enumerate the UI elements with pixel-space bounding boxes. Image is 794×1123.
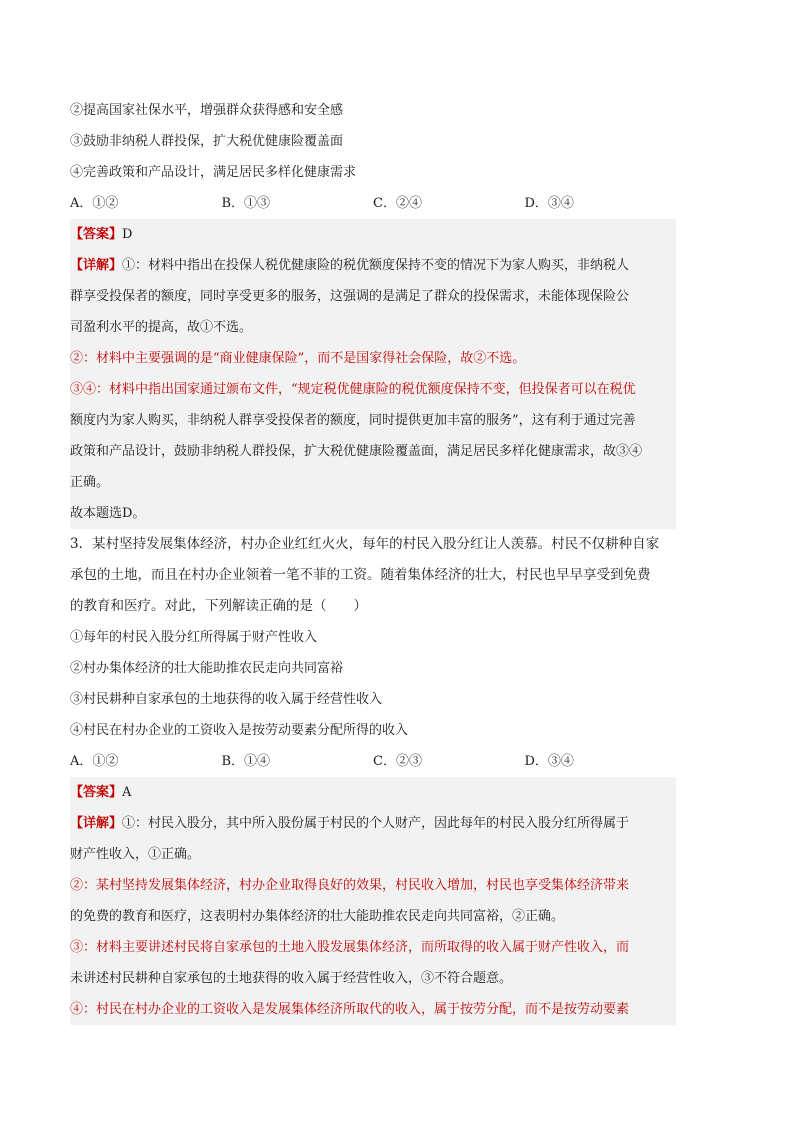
q3-detail-2: ②：某村坚持发展集体经济，村办企业取得良好的效果，村民收入增加，村民也享受集体经济带来 的免费的教育和医疗，这表明村办集体经济的壮大能助推农民走向共同富裕，②正确。 [70,878,630,924]
q2-choice-3: ③鼓励非纳税人群投保，扩大税优健康险覆盖面 [70,134,344,149]
q2-choice-2: ②提高国家社保水平，增强群众获得感和安全感 [70,103,344,118]
q2-detail-3: ③④：材料中指出国家通过颁布文件，“规定税优健康险的税优额度保持不变，但投保者可以在税优 额度内为家人购买，非纳税人群享受投保者的额度，同时提供更加丰富的服务”，这有利于通过完善 政策和产品设计，鼓励非纳税人群投保，扩大税优健康险覆盖面，满足居民多样化健康需求，故③④ 正确。 [70,382,643,490]
q3-option-d: D．③④ [524,754,574,769]
document-page [70,95,676,1025]
q3-options [70,746,676,777]
q3-answer-block [70,777,676,1025]
q2-answer-block [70,219,676,529]
q2-options [70,188,676,219]
q3-choice-3: ③村民耕种自家承包的土地获得的收入属于经营性收入 [70,692,383,707]
q2-detail-2: ②：材料中主要强调的是“商业健康保险”，而不是国家得社会保险，故②不选。 [70,351,526,366]
q3-option-c: C．②③ [373,754,422,769]
q3-choice-1: ①每年的村民入股分红所得属于财产性收入 [70,630,318,645]
q3-detail-4: ④：村民在村办企业的工资收入是发展集体经济所取代的收入，属于按劳分配，而不是按劳动要素 [70,1002,630,1017]
q2-answer [70,219,676,250]
q3-answer-value: A [122,785,132,800]
q2-choice-4: ④完善政策和产品设计，满足居民多样化健康需求 [70,165,357,180]
q2-conclusion: 故本题选D。 [70,506,146,521]
q3-stem: 3．某村坚持发展集体经济，村办企业红红火火，每年的村民入股分红让人羡慕。村民不仅耕种自家 承包的土地，而且在村办企业领着一笔不菲的工资。随着集体经济的壮大，村民也早早享受到免费 的教育和医疗。对此，下列解读正确的是（ ） [70,536,660,614]
q2-option-d: D．③④ [524,196,574,211]
q3-detail-1: 【详解】①：村民入股分，其中所入股份属于村民的个人财产，因此每年的村民入股分红所得属于 财产性收入，①正确。 [70,816,630,862]
q3-choice-4: ④村民在村办企业的工资收入是按劳动要素分配所得的收入 [70,723,409,738]
q3-answer-tag: 【答案】 [70,785,123,800]
q3-option-a: A．①② [70,754,119,769]
q3-choice-2: ②村办集体经济的壮大能助推农民走向共同富裕 [70,661,344,676]
q2-answer-value: D [122,227,133,242]
q3-answer [70,777,676,808]
q3-detail-tag: 【详解】 [70,816,123,831]
q2-option-c: C．②④ [373,196,422,211]
q3-detail-3: ③：材料主要讲述村民将自家承包的土地入股发展集体经济，而所取得的收入属于财产性收入，而 未讲述村民耕种自家承包的土地获得的收入属于经营性收入，③不符合题意。 [70,940,630,986]
q2-answer-tag: 【答案】 [70,227,123,242]
q2-option-b: B．①③ [221,196,271,211]
q2-detail-1: 【详解】①：材料中指出在投保人税优健康险的税优额度保持不变的情况下为家人购买，非纳税人 群享受投保者的额度，同时享受更多的服务，这强调的是满足了群众的投保需求，未能体现保险公 司盈利水平的提高，故①不选。 [70,258,630,335]
q2-detail-tag: 【详解】 [70,258,123,273]
q3-option-b: B．①④ [221,754,271,769]
q2-option-a: A．①② [70,196,119,211]
